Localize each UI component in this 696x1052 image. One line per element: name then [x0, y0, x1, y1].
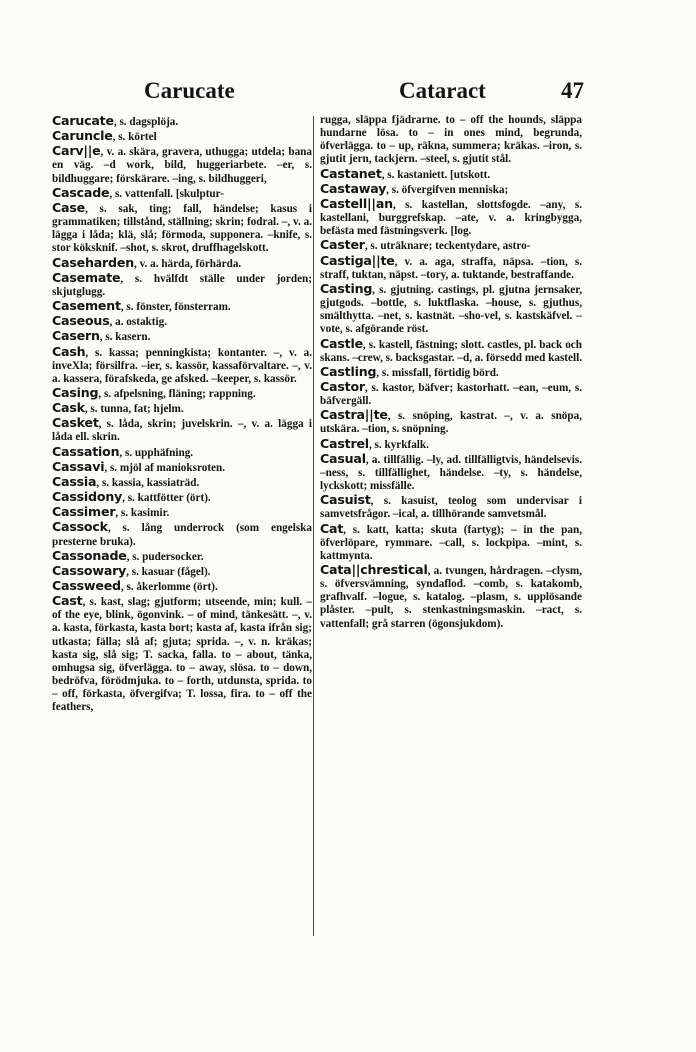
dictionary-entry [52, 299, 312, 314]
entry-headword: Cast [52, 593, 83, 609]
entry-definition: , v. a. aga, straffa, näpsa. –tion, s. straff, tuktan, näpst. –tory, a. tuktande, bestraffande. [320, 255, 582, 281]
entry-definition: , s. kasern. [99, 331, 151, 344]
header-last-word: Cataract [399, 78, 486, 103]
entry-headword: Casern [52, 328, 100, 344]
dictionary-entry [320, 522, 582, 563]
entry-definition: rugga, släppa fjädrarne. to – off the hounds, släppa hundarne lösa. to – in ones mind, begrunda, öfverlägga. to – up, räkna, summera; kräkas. –iron, s. gjutit jern, tackjern. –steel, s. gjutit stål. [320, 114, 582, 166]
entry-headword: Cassweed [52, 578, 121, 593]
entry-definition: , s. kast, slag; gjutform; utseende, min; kull. – of the eye, blink, ögonvink. – of mind, tänkesätt. –, v. a. kasta, förkasta, kasta bort; kasta af, kasta ifrån sig; utkasta; fälla; slå af; gjuta; sprida. –, v. n. kräkas; kasta sig, slå sig; T. sacka, falla. to – about, tänka, omhugsa sig, öfverlägga. to – away, slösa. to – down, bedröfva, förödmjuka. to – forth, utdunsta, sprida. to – off, förkasta, öfvergifva; T. lossa, fira. to – off the feathers, [52, 596, 312, 714]
entry-definition: , s. kassa; penningkista; kontanter. –, v. a. inveXla; försilfra. –ier, s. kassör, kassaförvaltare. –, v. a. kassera, förafskeda, ge afsked. –keeper, s. kassör. [52, 346, 312, 385]
entry-headword: Castell||an [320, 195, 393, 211]
entry-definition: , s. katt, katta; skuta (fartyg); – in the pan, öfverlöpare, rymmare. –call, s. lockpipa. –mint, s. kattmynta. [320, 523, 582, 562]
entry-definition: , s. snöping, kastrat. –, v. a. snöpa, utskära. –tion, s. snöpning. [320, 410, 582, 436]
dictionary-entry [52, 114, 312, 129]
entry-headword: Cassidony [52, 489, 123, 505]
entry-definition: , s. upphäfning. [119, 446, 194, 459]
dictionary-entry [52, 256, 312, 271]
dictionary-entry [320, 563, 582, 631]
dictionary-entry [52, 401, 312, 416]
entry-headword: Cat [320, 520, 344, 536]
entry-definition: , s. vattenfall. [skulptur- [109, 187, 224, 200]
entry-definition: , s. kasuar (fågel). [126, 565, 211, 578]
entry-definition: , s. kastellan, slottsfogde. –any, s. kastellani, burggrefskap. –ate, v. a. kringbygga, befästa med fästningsverk. [log. [320, 198, 582, 238]
dictionary-entry [320, 238, 582, 253]
entry-headword: Casket [52, 415, 99, 431]
dictionary-entry [52, 416, 312, 444]
entry-definition: , s. pudersocker. [126, 550, 204, 563]
entry-definition: , s. sak, ting; fall, händelse; kasus i grammatiken; tillstånd, ställning; skrin; fodral. –, v. a. lägga i låda; klä, slå; förmoda, supponera. –knife, s. stor köksknif. –shot, s. skrot, druffhagelskott. [52, 202, 312, 255]
entry-definition: , s. öfvergifven menniska; [386, 183, 509, 196]
entry-headword: Case [52, 199, 85, 215]
entry-definition: , s. åkerlomme (ört). [120, 581, 218, 593]
entry-headword: Cata||chrestical [320, 562, 428, 577]
entry-headword: Castrel [320, 435, 369, 451]
entry-headword: Castaway [320, 180, 387, 196]
entry-definition: , s. kastaniett. [utskott. [381, 168, 491, 181]
dictionary-entry [52, 386, 312, 401]
left-column [52, 114, 312, 934]
entry-definition: , s. låda, skrin; juvelskrin. –, v. a. lägga i låda ell. skrin. [52, 418, 312, 444]
dictionary-entry [52, 520, 312, 548]
entry-headword: Cassock [52, 519, 108, 535]
entry-headword: Cassavi [52, 458, 105, 474]
dictionary-entry [320, 437, 582, 452]
entry-headword: Cascade [52, 184, 110, 200]
dictionary-entry [52, 129, 312, 144]
entry-definition: , s. dagsplöja. [113, 116, 179, 128]
entry-definition: , s. afpelsning, fläning; rappning. [98, 387, 256, 400]
entry-definition: , s. kasuist, teolog som undervisar i samvetsfrågor. –ical, a. tillhörande samvetsmål. [320, 495, 582, 521]
entry-headword: Caruncle [52, 128, 113, 144]
dictionary-entry [52, 186, 312, 201]
entry-definition: , s. missfall, förtidig börd. [376, 366, 499, 379]
column-divider [313, 116, 314, 936]
entry-definition: , s. uträknare; teckentydare, astro- [364, 240, 531, 253]
dictionary-entry [52, 579, 312, 594]
entry-definition: , s. kyrkfalk. [368, 438, 429, 451]
dictionary-entry [52, 564, 312, 579]
entry-headword: Caseous [52, 313, 110, 329]
dictionary-entry [52, 549, 312, 564]
entry-definition: , v. a. skära, gravera, uthugga; utdela; bana en väg. –d work, bild, huggeriarbete. –er, s. bildhuggare; förskärare. –ing, s. bildhuggeri, [52, 146, 312, 185]
dictionary-entry [320, 197, 582, 238]
entry-headword: Carucate [52, 114, 114, 128]
dictionary-entry [52, 271, 312, 299]
entry-definition: , s. kasimir. [115, 507, 170, 520]
entry-headword: Castling [320, 363, 377, 379]
entry-definition: , s. kastell, fästning; slott. castles, pl. back och skans. –crew, s. backsgastar. –d, a. försedd med kastell. [320, 338, 582, 364]
dictionary-entry [320, 365, 582, 380]
entry-definition: , s. fönster, fönsterram. [120, 301, 231, 314]
entry-headword: Caseharden [52, 254, 134, 270]
entry-definition: , s. körtel [112, 131, 157, 144]
entry-headword: Cask [52, 400, 85, 416]
entry-headword: Casing [52, 384, 99, 400]
dictionary-entry [52, 144, 312, 185]
dictionary-entry [52, 460, 312, 475]
dictionary-entry [52, 475, 312, 490]
entry-headword: Cassonade [52, 547, 127, 563]
entry-headword: Cassimer [52, 504, 116, 520]
entry-definition: , s. gjutning. castings, pl. gjutna jernsaker, gjutgods. –bottle, s. luktflaska. –house, s. gjuthus, smälthytta. –net, s. kastnät. –sho-vel, s. kastskäfvel. –vote, s. afgörande röst. [320, 283, 582, 336]
entry-definition: , v. a. härda, förhärda. [133, 257, 242, 270]
entry-headword: Castor [320, 378, 365, 394]
dictionary-entry [52, 594, 312, 714]
right-column [320, 114, 582, 934]
dictionary-entry [52, 345, 312, 386]
page-number: 47 [561, 78, 584, 103]
entry-definition: , s. mjöl af manioksroten. [104, 461, 226, 474]
dictionary-entry [52, 201, 312, 256]
entry-headword: Cassia [52, 473, 97, 489]
entry-headword: Castanet [320, 165, 382, 181]
entry-headword: Casemate [52, 269, 121, 285]
entry-definition: , s. lång underrock (som engelska presterne bruka). [52, 522, 312, 548]
entry-headword: Casting [320, 280, 373, 296]
entry-headword: Casement [52, 298, 121, 314]
entry-headword: Castle [320, 335, 363, 351]
page-header [50, 78, 584, 112]
entry-headword: Cassation [52, 443, 120, 459]
dictionary-entry [320, 337, 582, 365]
dictionary-entry [320, 380, 582, 408]
entry-definition: , a. tillfällig. –ly, ad. tillfälligtvis, händelsevis. –ness, s. tillfällighet, händelse. –ty, s. händelse, lyckskott; missfälle. [320, 453, 582, 493]
header-first-word: Carucate [144, 78, 235, 103]
dictionary-entry [320, 182, 582, 197]
entry-headword: Cassowary [52, 562, 127, 578]
entry-definition: , s. kassia, kassiaträd. [96, 476, 200, 489]
entry-definition: , a. tvungen, hårdragen. –clysm, s. öfversvämning, syndaflod. –comb, s. katakomb, grafhvalf. –logue, s. katalog. –plasm, s. upplösande plåster. –pult, s. stenkastningsmaskin. –ract, s. vattenfall; grå starren (ögonsjukdom). [320, 565, 582, 630]
entry-headword: Caster [320, 237, 365, 253]
entry-headword: Casuist [320, 492, 371, 508]
entry-headword: Cash [52, 343, 86, 359]
dictionary-entry [52, 329, 312, 344]
dictionary-entry [320, 408, 582, 436]
entry-headword: Casual [320, 450, 366, 466]
entry-definition: , s. hvälfdt ställe under jorden; skjutglugg. [52, 272, 312, 298]
entry-definition: , s. kastor, bäfver; kastorhatt. –ean, –eum, s. bäfvergäll. [320, 381, 582, 408]
entry-definition: , a. ostaktig. [109, 316, 167, 329]
dictionary-entry [52, 505, 312, 520]
entry-headword: Carv||e [52, 143, 101, 159]
dictionary-entry [320, 167, 582, 182]
entry-definition: , s. tunna, fat; hjelm. [84, 403, 184, 416]
dictionary-entry [52, 314, 312, 329]
dictionary-entry [52, 445, 312, 460]
dictionary-entry [320, 114, 582, 167]
dictionary-entry [320, 452, 582, 493]
entry-headword: Castra||te [320, 407, 388, 423]
dictionary-entry [320, 493, 582, 521]
entry-definition: , s. kattfötter (ört). [122, 492, 211, 505]
entry-headword: Castiga||te [320, 252, 395, 268]
dictionary-entry [52, 490, 312, 505]
dictionary-entry [320, 282, 582, 337]
dictionary-entry [320, 254, 582, 282]
